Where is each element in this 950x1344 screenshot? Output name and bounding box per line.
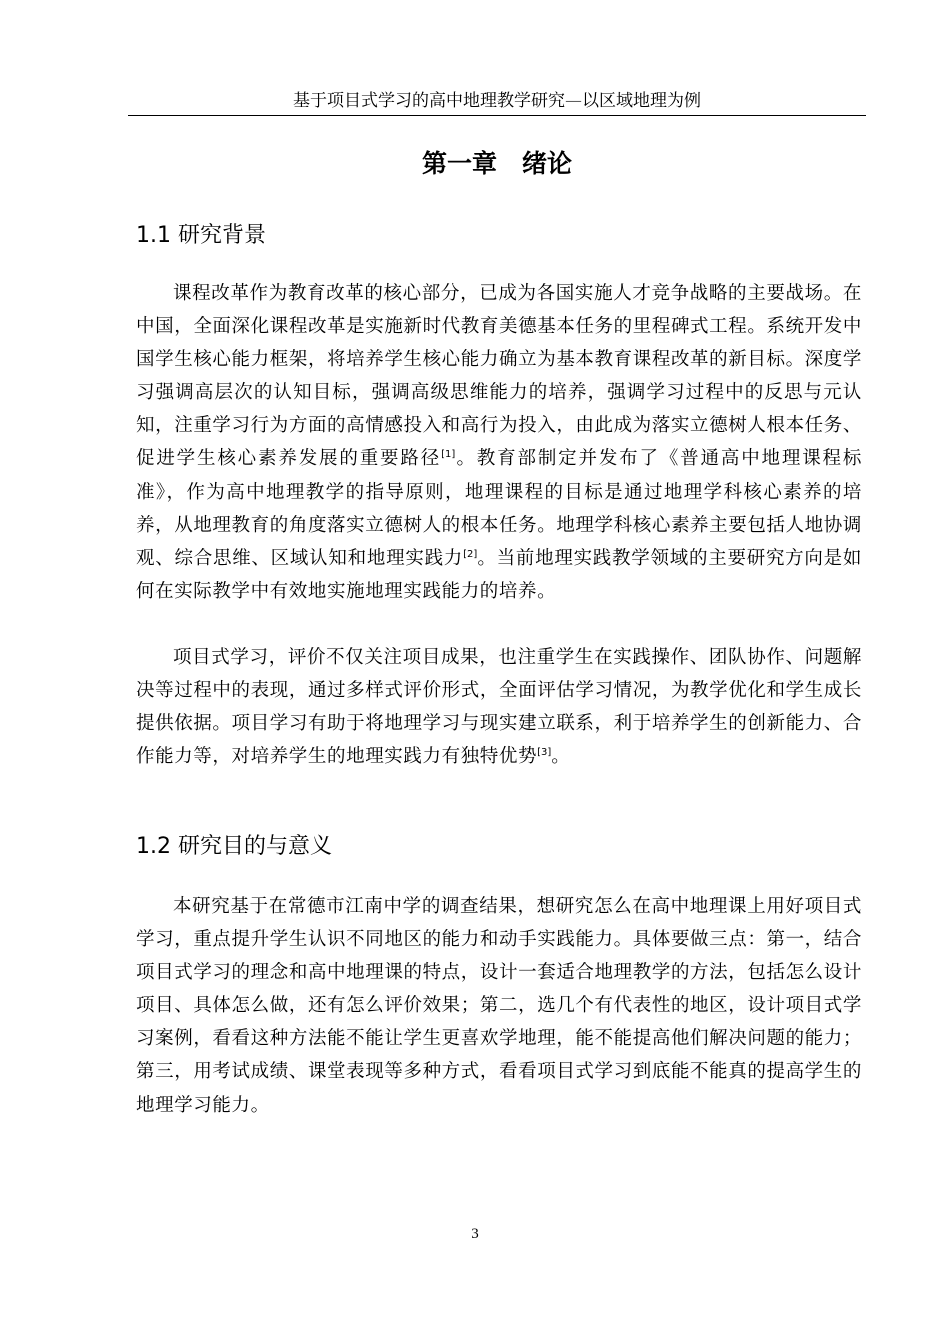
section-heading-purpose: 1.2 研究目的与意义 [136, 834, 332, 859]
chapter-title: 第一章 绪论 [421, 149, 572, 178]
paragraph-text: 。教育部制定并发布了《普通高中地理课程标准》，作为高中地理教学的指导原则，地理课程的目标是通过地理学科核心素养的培养，从地理教育的角度落实立德树人的根本任务。地理学科核心素养主要包括人地协调观、综合思维、区域认知和地理实践力 [136, 448, 862, 569]
paragraph-background-2 [136, 641, 862, 773]
citation-ref: [3] [537, 747, 552, 759]
paragraph-background-1 [136, 277, 862, 608]
running-title: 基于项目式学习的高中地理教学研究—以区域地理为例 [293, 91, 701, 111]
citation-ref: [2] [463, 548, 478, 560]
paragraph-text: 。 [551, 746, 571, 768]
paragraph-purpose-1 [136, 890, 862, 1122]
running-header [128, 88, 866, 116]
section-heading-background: 1.1 研究背景 [136, 223, 266, 248]
paragraph-text: 课程改革作为教育改革的核心部分，已成为各国实施人才竞争战略的主要战场。在中国，全面深化课程改革是实施新时代教育美德基本任务的里程碑式工程。系统开发中国学生核心能力框架，将培养学生核心能力确立为基本教育课程改革的新目标。深度学习强调高层次的认知目标，强调高级思维能力的培养，强调学习过程中的反思与元认知，注重学习行为方面的高情感投入和高行为投入，由此成为落实立德树人根本任务、促进学生核心素养发展的重要路径 [136, 283, 862, 470]
paragraph-text: 本研究基于在常德市江南中学的调查结果，想研究怎么在高中地理课上用好项目式学习，重点提升学生认识不同地区的能力和动手实践能力。具体要做三点：第一，结合项目式学习的理念和高中地理课的特点，设计一套适合地理教学的方法，包括怎么设计项目、具体怎么做，还有怎么评价效果；第二，选几个有代表性的地区，设计项目式学习案例，看看这种方法能不能让学生更喜欢学地理，能不能提高他们解决问题的能力；第三，用考试成绩、课堂表现等多种方式，看看项目式学习到底能不能真的提高学生的地理学习能力。 [136, 896, 862, 1116]
page-number: 3 [471, 1226, 479, 1242]
paragraph-text: 。当前地理实践教学领域的主要研究方向是如何在实际教学中有效地实施地理实践能力的培养。 [136, 547, 862, 602]
paragraph-text: 项目式学习，评价不仅关注项目成果，也注重学生在实践操作、团队协作、问题解决等过程中的表现，通过多样式评价形式，全面评估学习情况，为教学优化和学生成长提供依据。项目学习有助于将地理学习与现实建立联系，利于培养学生的创新能力、合作能力等，对培养学生的地理实践力有独特优势 [136, 647, 862, 768]
citation-ref: [1] [441, 449, 456, 461]
